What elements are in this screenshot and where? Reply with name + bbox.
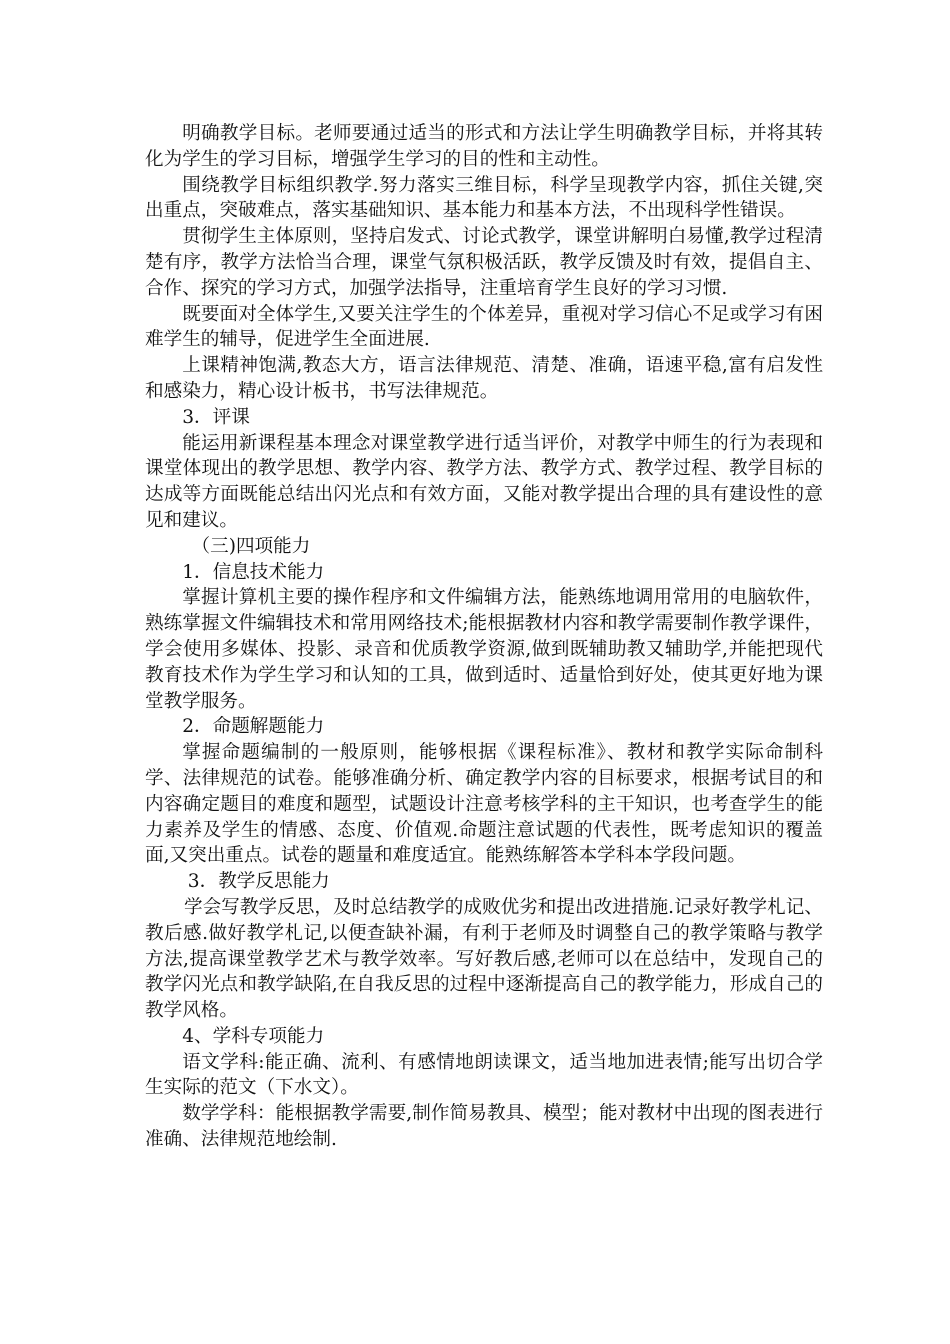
paragraph-individual-differences: 既要面对全体学生,又要关注学生的个体差异，重视对学习信心不足或学习有困难学生的辅导，促进学生全面进展. xyxy=(145,303,823,351)
paragraph-exam-ability: 掌握命题编制的一般原则，能够根据《课程标准》、教材和教学实际命制科学、法律规范的试卷。能够准确分析、确定教学内容的目标要求，根据考试目的和内容确定题目的难度和题型，试题设计注意考核学科的主干知识，也考查学生的能力素养及学生的情感、态度、价值观.命题注意试题的代表性，既考虑知识的覆盖面,又突出重点。试卷的题量和难度适宜。能熟练解答本学科本学段问题。 xyxy=(145,742,823,867)
paragraph-math-subject: 数学学科：能根据教学需要,制作简易教具、模型；能对教材中出现的图表进行准确、法律规范地绘制. xyxy=(145,1103,823,1151)
paragraph-it-ability: 掌握计算机主要的操作程序和文件编辑方法，能熟练地调用常用的电脑软件，熟练掌握文件编辑技术和常用网络技术;能根据教材内容和教学需要制作教学课件，学会使用多媒体、投影、录音和优质教学资源,做到既辅助教又辅助学,并能把现代教育技术作为学生学习和认知的工具，做到适时、适量恰到好处，使其更好地为课堂教学服务。 xyxy=(145,587,823,712)
paragraph-student-subject: 贯彻学生主体原则，坚持启发式、讨论式教学，课堂讲解明白易懂,教学过程清楚有序，教学方法恰当合理，课堂气氛积极活跃，教学反馈及时有效，提倡自主、合作、探究的学习方式，加强学法指导，注重培育学生良好的学习习惯. xyxy=(145,226,823,299)
paragraph-lesson-evaluation: 能运用新课程基本理念对课堂教学进行适当评价，对教学中师生的行为表现和课堂体现出的教学思想、教学内容、教学方法、教学方式、教学过程、教学目标的达成等方面既能总结出闪光点和有效方面，又能对教学提出合理的具有建设性的意见和建议。 xyxy=(145,432,823,531)
document-body xyxy=(145,121,823,1153)
paragraph-reflection-ability: 学会写教学反思，及时总结教学的成败优劣和提出改进措施.记录好教学札记、教后感.做好教学札记,以便查缺补漏，有利于老师及时调整自己的教学策略与教学方法,提高课堂教学艺术与教学效率。写好教后感,老师可以在总结中，发现自己的教学闪光点和教学缺陷,在自我反思的过程中逐渐提高自己的教学能力，形成自己的教学风格。 xyxy=(145,896,823,1022)
paragraph-chinese-subject: 语文学科:能正确、流利、有感情地朗读课文，适当地加进表情;能写出切合学生实际的范文（下水文）。 xyxy=(145,1051,823,1099)
heading-lesson-evaluation: 3．评课 xyxy=(182,406,250,428)
heading-four-abilities: （三)四项能力 xyxy=(191,535,311,557)
paragraph-class-demeanor: 上课精神饱满,教态大方，语言法律规范、清楚、准确，语速平稳,富有启发性和感染力，精心设计板书，书写法律规范。 xyxy=(145,355,823,402)
heading-exam-ability: 2．命题解题能力 xyxy=(182,716,325,738)
heading-reflection-ability: 3．教学反思能力 xyxy=(187,871,330,893)
paragraph-teaching-goals: 明确教学目标。老师要通过适当的形式和方法让学生明确教学目标，并将其转化为学生的学习目标，增强学生学习的目的性和主动性。 xyxy=(145,123,823,170)
heading-subject-ability: 4、学科专项能力 xyxy=(182,1025,325,1047)
paragraph-organize-teaching: 围绕教学目标组织教学.努力落实三维目标，科学呈现教学内容，抓住关键,突出重点，突破难点，落实基础知识、基本能力和基本方法，不出现科学性错误。 xyxy=(145,174,823,222)
heading-it-ability: 1．信息技术能力 xyxy=(182,561,325,583)
